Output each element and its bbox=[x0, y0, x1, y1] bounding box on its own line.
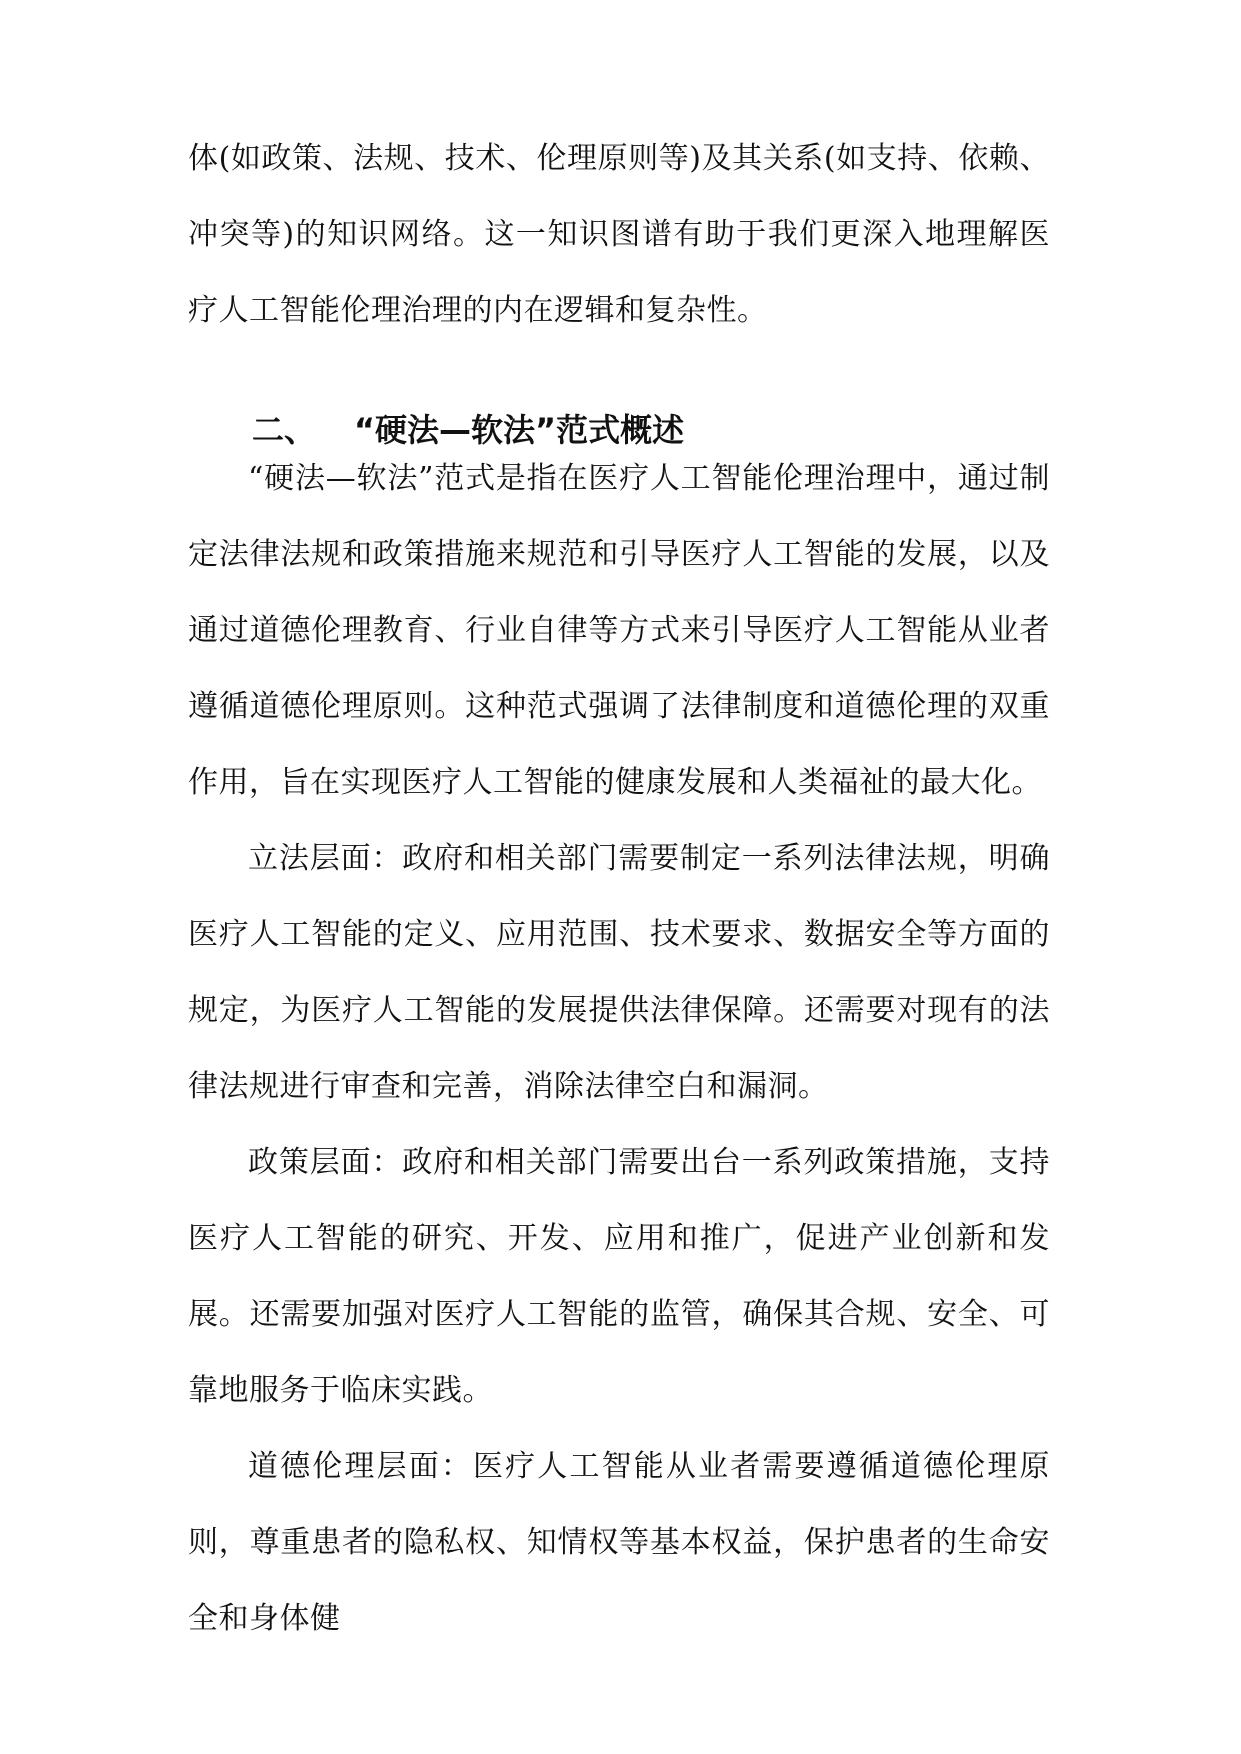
paragraph-policy-level: 政策层面：政府和相关部门需要出台一系列政策措施，支持医疗人工智能的研究、开发、应用和推广，促进产业创新和发展。还需要加强对医疗人工智能的监管，确保其合规、安全、可靠地服务于临床实践。 bbox=[188, 1145, 1050, 1408]
body-text-block bbox=[188, 441, 1050, 1657]
paragraph-ethics-level: 道德伦理层面：医疗人工智能从业者需要遵循道德伦理原则，尊重患者的隐私权、知情权等基本权益，保护患者的生命安全和身体健 bbox=[188, 1449, 1050, 1636]
section-number: 二、 bbox=[252, 411, 317, 449]
section-title: “硬法—软法”范式概述 bbox=[354, 411, 685, 449]
intro-paragraph-block bbox=[188, 121, 1050, 349]
paragraph-paradigm-definition: “硬法—软法”范式是指在医疗人工智能伦理治理中，通过制定法律法规和政策措施来规范和引导医疗人工智能的发展，以及通过道德伦理教育、行业自律等方式来引导医疗人工智能从业者遵循道德伦理原则。这种范式强调了法律制度和道德伦理的双重作用，旨在实现医疗人工智能的健康发展和人类福祉的最大化。 bbox=[188, 461, 1050, 800]
intro-paragraph: 体(如政策、法规、技术、伦理原则等)及其关系(如支持、依赖、冲突等)的知识网络。这一知识图谱有助于我们更深入地理解医疗人工智能伦理治理的内在逻辑和复杂性。 bbox=[188, 141, 1050, 328]
paragraph-legislative-level: 立法层面：政府和相关部门需要制定一系列法律法规，明确医疗人工智能的定义、应用范围、技术要求、数据安全等方面的规定，为医疗人工智能的发展提供法律保障。还需要对现有的法律法规进行审查和完善，消除法律空白和漏洞。 bbox=[188, 841, 1050, 1104]
